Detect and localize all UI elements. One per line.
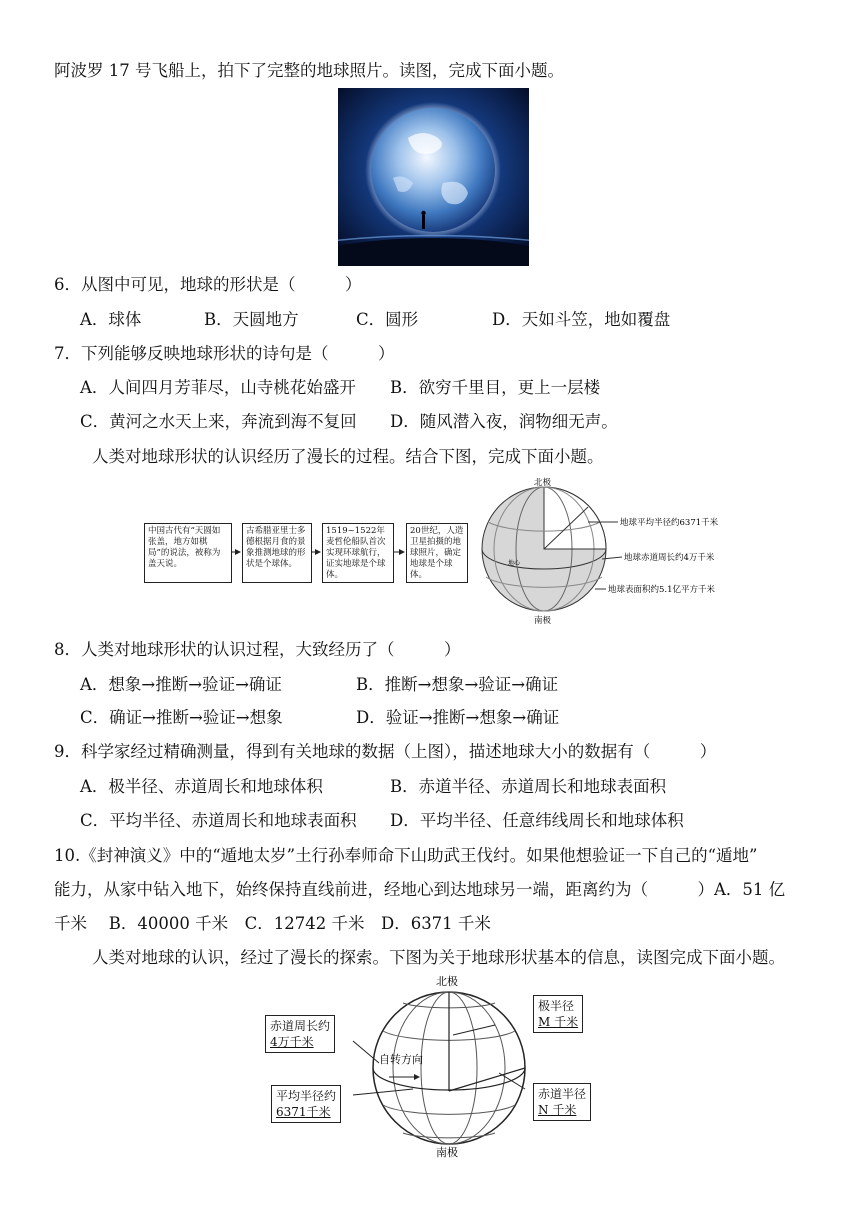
north-pole-label-2: 北极 <box>436 975 458 988</box>
equator-circumference-label: 地球赤道周长约4万千米 <box>624 553 715 563</box>
question-10-line-1: 10.《封神演义》中的“遁地太岁”土行孙奉师命下山助武王伐纣。如果他想验证一下自己的“遁地” <box>54 846 758 865</box>
polar-radius-value: M 千米 <box>538 1015 579 1029</box>
intro-text-2: 人类对地球形状的认识经历了漫长的过程。结合下图，完成下面小题。 <box>92 447 604 466</box>
question-6-stem: 6．从图中可见，地球的形状是（ ） <box>54 275 362 294</box>
center-label: 地心 <box>508 560 521 567</box>
north-pole-label: 北极 <box>534 478 552 488</box>
south-pole-label-2: 南极 <box>436 1146 458 1158</box>
q9-option-d[interactable]: D．平均半径、任意纬线周长和地球体积 <box>390 811 684 830</box>
q8-option-d[interactable]: D．验证→推断→想象→确证 <box>356 708 560 727</box>
question-10-line-2: 能力，从家中钻入地下，始终保持直线前进，经地心到达地球另一端，距离约为（ ）A．51 亿 <box>54 880 786 899</box>
earth-photo <box>338 88 529 266</box>
equatorial-radius-label: 赤道半径 <box>538 1087 587 1101</box>
question-9-stem: 9．科学家经过精确测量，得到有关地球的数据（上图），描述地球大小的数据有（ ） <box>54 742 717 761</box>
earth-knowledge-diagram <box>140 477 740 627</box>
mean-radius-value: 6371千米 <box>276 1105 331 1119</box>
polar-radius-label: 极半径 <box>538 999 575 1013</box>
intro-text-3: 人类对地球的认识，经过了漫长的探索。下图为关于地球形状基本的信息，读图完成下面小题。 <box>92 948 785 967</box>
mean-radius-box <box>271 1085 341 1123</box>
q6-option-a[interactable]: A．球体 <box>80 310 142 329</box>
surface-area-label: 地球表面积约5.1亿平方千米 <box>608 585 716 595</box>
q6-option-d[interactable]: D．天如斗笠，地如覆盘 <box>492 310 671 329</box>
history-box-1: 中国古代有“天圆如张盖，地方如棋局”的说法，被称为盖天说。 <box>144 523 232 583</box>
equator-circumference-label-2: 赤道周长约 <box>270 1019 331 1033</box>
polar-radius-box <box>533 995 583 1033</box>
q8-option-c[interactable]: C．确证→推断→验证→想象 <box>80 708 283 727</box>
history-box-3: 1519~1522年麦哲伦船队首次实现环球航行，证实地球是个球体。 <box>322 523 394 583</box>
equatorial-radius-value: N 千米 <box>538 1103 577 1117</box>
rotation-direction-label: 自转方向 <box>379 1053 423 1066</box>
q7-option-b[interactable]: B．欲穷千里目，更上一层楼 <box>390 378 601 397</box>
diagram1-drawing <box>140 477 740 627</box>
question-7-stem: 7．下列能够反映地球形状的诗句是（ ） <box>54 344 395 363</box>
equatorial-radius-box <box>533 1083 591 1121</box>
history-box-4: 20世纪，人造卫星拍摄的地球照片，确定地球是个球体。 <box>406 523 468 583</box>
intro-text-1: 阿波罗 17 号飞船上，拍下了完整的地球照片。读图，完成下面小题。 <box>54 61 564 80</box>
q6-option-b[interactable]: B．天圆地方 <box>204 310 299 329</box>
history-box-2: 古希腊亚里士多德根据月食的景象推测地球的形状是个球体。 <box>242 523 312 583</box>
mean-radius-label-2: 平均半径约 <box>276 1089 337 1103</box>
mean-radius-label: 地球平均半径约6371千米 <box>620 518 719 528</box>
earth-shape-diagram <box>263 973 613 1158</box>
q9-option-b[interactable]: B．赤道半径、赤道周长和地球表面积 <box>390 777 667 796</box>
equator-circumference-value: 4万千米 <box>270 1035 314 1049</box>
question-10-line-3: 千米 B．40000 千米 C．12742 千米 D．6371 千米 <box>54 914 491 933</box>
q9-option-a[interactable]: A．极半径、赤道周长和地球体积 <box>80 777 323 796</box>
q6-option-c[interactable]: C．圆形 <box>356 310 419 329</box>
q8-option-b[interactable]: B．推断→想象→验证→确证 <box>356 675 559 694</box>
q9-option-c[interactable]: C．平均半径、赤道周长和地球表面积 <box>80 811 357 830</box>
q8-option-a[interactable]: A．想象→推断→验证→确证 <box>80 675 282 694</box>
south-pole-label: 南极 <box>534 616 552 626</box>
equator-circumference-box <box>265 1015 335 1053</box>
q7-option-a[interactable]: A．人间四月芳菲尽，山寺桃花始盛开 <box>80 378 356 397</box>
q7-option-d[interactable]: D．随风潜入夜，润物细无声。 <box>390 412 618 431</box>
q7-option-c[interactable]: C．黄河之水天上来，奔流到海不复回 <box>80 412 357 431</box>
question-8-stem: 8．人类对地球形状的认识过程，大致经历了（ ） <box>54 640 461 659</box>
